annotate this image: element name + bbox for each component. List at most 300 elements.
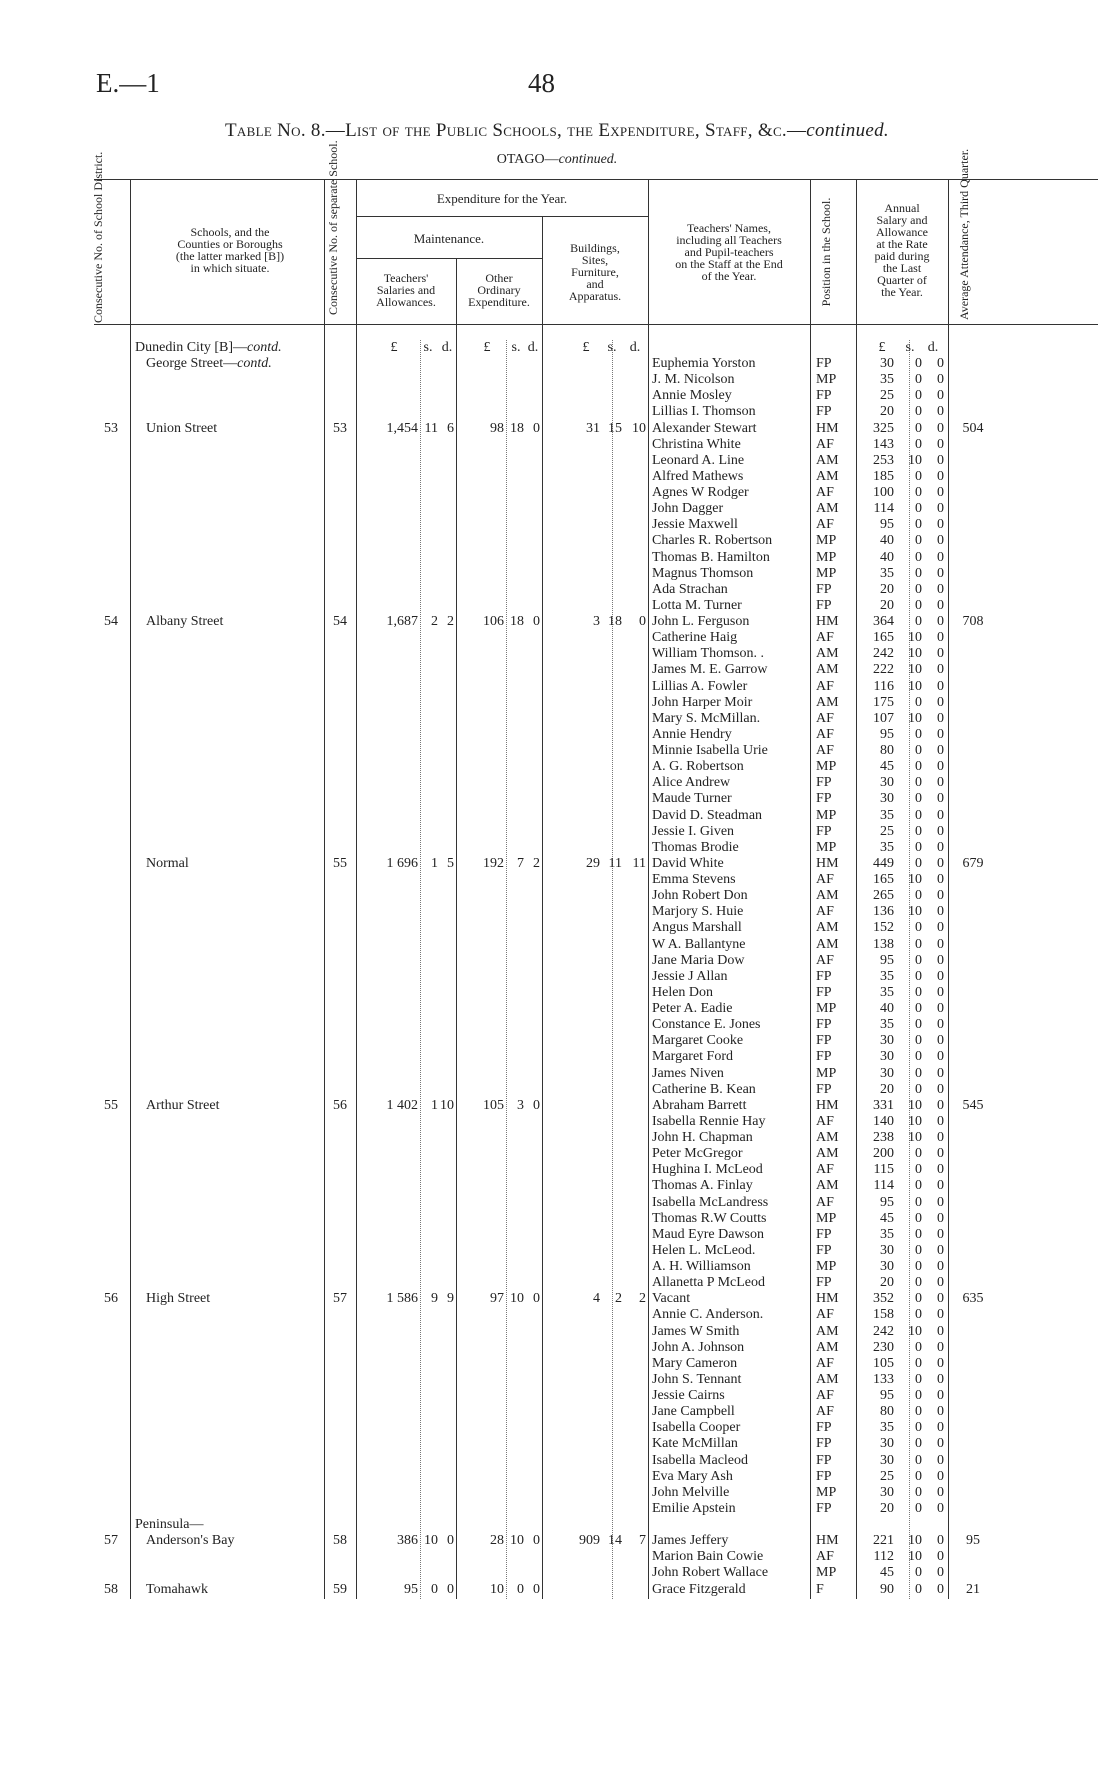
- salary-shillings: 0: [915, 468, 922, 484]
- teacher-position: AM: [816, 694, 839, 710]
- teacher-position: FP: [816, 404, 832, 420]
- teacher-name: Emma Stevens: [652, 872, 736, 887]
- salary-pounds: 175: [873, 694, 894, 710]
- salary-pounds: 35: [880, 984, 894, 1000]
- teacher-position: FP: [816, 791, 832, 807]
- buildings-shillings: 15: [608, 420, 622, 436]
- salary-pounds: 25: [880, 1468, 894, 1484]
- county-heading: Peninsula—: [135, 1517, 204, 1532]
- salary-pounds: 95: [880, 952, 894, 968]
- salary-pence: 0: [937, 743, 944, 758]
- table-row: [0, 1356, 1114, 1372]
- teacher-position: AM: [816, 1371, 839, 1387]
- school-number: 55: [333, 855, 347, 871]
- teacher-name: Jane Maria Dow: [652, 952, 745, 968]
- salary-pence: 0: [937, 372, 944, 388]
- teacher-name: Eva Mary Ash: [652, 1468, 733, 1484]
- teacher-position: AM: [816, 1339, 839, 1355]
- salary-pounds: 35: [880, 839, 894, 855]
- salary-pence: 0: [937, 533, 944, 549]
- salary-shillings: 0: [915, 356, 922, 371]
- salary-pence: 0: [937, 388, 944, 404]
- table-row: [0, 920, 1114, 936]
- header-buildings: Buildings, Sites, Furniture, and Apparatus.: [568, 241, 622, 303]
- table-row: [0, 1485, 1114, 1501]
- teacher-position: MP: [816, 565, 837, 581]
- teacher-name: Lillias I. Thomson: [652, 404, 756, 420]
- teacher-position: AF: [816, 743, 834, 758]
- salary-pounds: 20: [880, 1500, 894, 1516]
- teacher-position: AM: [816, 1146, 839, 1162]
- salary-shillings: 0: [915, 726, 922, 742]
- salary-shillings: 0: [915, 1484, 922, 1500]
- teacher-name: Jessie I. Given: [652, 823, 735, 839]
- salary-pounds: 449: [873, 855, 894, 871]
- teacher-position: AF: [816, 678, 834, 694]
- salary-shillings: 0: [915, 1017, 922, 1033]
- buildings-shillings: 18: [608, 614, 622, 629]
- header-expenditure: Expenditure for the Year.: [436, 191, 568, 206]
- salary-pence: 0: [937, 1533, 944, 1549]
- salary-pounds: 152: [873, 920, 894, 936]
- salary-pence: 0: [937, 468, 944, 484]
- salary-shillings: 0: [915, 1146, 922, 1162]
- salary-pounds: 165: [873, 630, 894, 646]
- table-row: [0, 614, 1114, 630]
- salary-pence: 0: [937, 1468, 944, 1484]
- other-expenditure-pence: 0: [533, 1097, 540, 1113]
- teacher-position: AF: [816, 904, 834, 920]
- salary-pounds: 35: [880, 372, 894, 388]
- salary-shillings: 10: [908, 1130, 922, 1145]
- salary-pence: 0: [937, 1339, 944, 1355]
- teacher-name: John S. Tennant: [652, 1371, 742, 1387]
- teacher-name: Isabella Rennie Hay: [652, 1113, 766, 1129]
- salary-pounds: 30: [880, 1033, 894, 1049]
- teacher-position: FP: [816, 775, 832, 791]
- salary-pence: 0: [937, 1323, 944, 1339]
- salary-pounds: 40: [880, 1001, 894, 1016]
- teachers-salaries-pence: 0: [447, 1533, 454, 1549]
- teacher-name: Alfred Mathews: [652, 468, 744, 484]
- teacher-position: FP: [816, 1226, 832, 1242]
- salary-shillings: 0: [915, 1242, 922, 1258]
- salary-shillings: 10: [908, 904, 922, 920]
- teacher-name: John L. Ferguson: [652, 614, 750, 629]
- table-row: [0, 1082, 1114, 1098]
- school-number: 59: [333, 1581, 347, 1597]
- salary-pounds: 230: [873, 1339, 894, 1355]
- expenditure-rule: [356, 216, 648, 217]
- table-row: [0, 759, 1114, 775]
- salary-shillings: 10: [908, 630, 922, 646]
- salary-pence: 0: [937, 1146, 944, 1162]
- teacher-position: MP: [816, 1001, 837, 1016]
- table-row: [0, 469, 1114, 485]
- teacher-name: Abraham Barrett: [652, 1097, 747, 1113]
- table-row: [0, 791, 1114, 807]
- teacher-name: Annie Mosley: [652, 388, 732, 404]
- table-row: [0, 824, 1114, 840]
- salary-shillings: 0: [915, 549, 922, 565]
- salary-pounds: 253: [873, 452, 894, 468]
- table-row: [0, 856, 1114, 872]
- salary-pence: 0: [937, 1436, 944, 1452]
- salary-pence: 0: [937, 549, 944, 565]
- salary-shillings: 0: [915, 1404, 922, 1420]
- teacher-position: MP: [816, 533, 837, 549]
- salary-shillings: 10: [908, 872, 922, 887]
- salary-pounds: 325: [873, 420, 894, 436]
- teacher-name: Leonard A. Line: [652, 452, 745, 468]
- salary-shillings: 10: [908, 1097, 922, 1113]
- salary-shillings: 0: [915, 581, 922, 597]
- teacher-position: HM: [816, 1291, 839, 1307]
- salary-pence: 0: [937, 1291, 944, 1307]
- salary-pounds: 80: [880, 743, 894, 758]
- salary-shillings: 0: [915, 968, 922, 984]
- salary-pence: 0: [937, 630, 944, 646]
- other-expenditure-pence: 0: [533, 1533, 540, 1549]
- salary-pounds: 30: [880, 775, 894, 791]
- other-expenditure-pounds: 98: [490, 420, 504, 436]
- salary-pence: 0: [937, 565, 944, 581]
- other-expenditure-shillings: 7: [517, 855, 524, 871]
- table-row: [0, 646, 1114, 662]
- salary-shillings: 0: [915, 533, 922, 549]
- teacher-name: Isabella Cooper: [652, 1420, 741, 1436]
- salary-pounds: 35: [880, 565, 894, 581]
- teacher-name: Ada Strachan: [652, 581, 728, 597]
- salary-pence: 0: [937, 1178, 944, 1194]
- teacher-name: Christina White: [652, 436, 741, 452]
- table-row: [0, 1291, 1114, 1307]
- table-row: [0, 421, 1114, 437]
- teachers-salaries-shillings: 10: [424, 1533, 438, 1549]
- salary-pence: 0: [937, 710, 944, 726]
- teacher-name: Thomas R.W Coutts: [652, 1210, 767, 1226]
- teacher-position: HM: [816, 614, 839, 629]
- salary-pounds: 138: [873, 936, 894, 952]
- teacher-name: Grace Fitzgerald: [652, 1581, 746, 1597]
- teacher-position: AF: [816, 1307, 834, 1323]
- salary-pounds: 25: [880, 823, 894, 839]
- salary-shillings: 10: [908, 452, 922, 468]
- salary-pounds: 221: [873, 1533, 894, 1549]
- salary-pounds: 20: [880, 1081, 894, 1097]
- teacher-name: A. G. Robertson: [652, 759, 744, 775]
- salary-pounds: 40: [880, 533, 894, 549]
- teacher-name: Margaret Cooke: [652, 1033, 744, 1049]
- district-number: 53: [104, 420, 118, 436]
- teacher-position: FP: [816, 1033, 832, 1049]
- table-row: [0, 598, 1114, 614]
- teacher-position: AM: [816, 1178, 839, 1194]
- salary-pence: 0: [937, 517, 944, 533]
- salary-pence: 0: [937, 1162, 944, 1178]
- table-row: [0, 1388, 1114, 1404]
- teachers-salaries-shillings: 0: [431, 1581, 438, 1597]
- salary-shillings: 0: [915, 1210, 922, 1226]
- school-name: Tomahawk: [146, 1581, 209, 1597]
- salary-shillings: 0: [915, 759, 922, 775]
- teacher-name: Jane Campbell: [652, 1404, 735, 1420]
- salary-pence: 0: [937, 1001, 944, 1016]
- table-row: [0, 501, 1114, 517]
- school-number: 54: [333, 614, 347, 629]
- salary-pence: 0: [937, 404, 944, 420]
- teachers-salaries-shillings: 11: [424, 420, 438, 436]
- salary-pence: 0: [937, 1371, 944, 1387]
- teacher-name: A. H. Williamson: [652, 1259, 751, 1274]
- table-row: [0, 727, 1114, 743]
- teacher-position: HM: [816, 1533, 839, 1549]
- teacher-name: David D. Steadman: [652, 807, 763, 823]
- table-row: [0, 566, 1114, 582]
- teacher-name: Annie C. Anderson.: [652, 1307, 764, 1323]
- salary-pounds: 331: [873, 1097, 894, 1113]
- salary-pence: 0: [937, 1549, 944, 1565]
- table-row: [0, 985, 1114, 1001]
- table-row: [0, 1324, 1114, 1340]
- salary-pounds: 40: [880, 549, 894, 565]
- teacher-name: David White: [652, 855, 724, 871]
- buildings-pence: 10: [632, 420, 646, 436]
- subtitle-continued: continued.: [558, 152, 618, 167]
- teacher-name: Mary S. McMillan.: [652, 710, 761, 726]
- salary-pounds: 265: [873, 888, 894, 904]
- average-attendance: 679: [962, 855, 984, 871]
- teacher-name: Helen L. McLeod.: [652, 1242, 756, 1258]
- buildings-pounds: 31: [586, 420, 600, 436]
- table-row: [0, 1275, 1114, 1291]
- salary-pence: 0: [937, 839, 944, 855]
- teacher-name: Angus Marshall: [652, 920, 742, 936]
- table-title: [0, 120, 1114, 142]
- salary-pounds: 20: [880, 404, 894, 420]
- teacher-position: FP: [816, 1436, 832, 1452]
- region-name: OTAGO—: [496, 152, 559, 167]
- salary-pounds: 95: [880, 1388, 894, 1403]
- other-expenditure-pence: 0: [533, 420, 540, 436]
- salary-shillings: 0: [915, 888, 922, 904]
- teacher-name: Alice Andrew: [652, 775, 731, 791]
- salary-pence: 0: [937, 1242, 944, 1258]
- salary-pence: 0: [937, 904, 944, 920]
- table-row: [0, 775, 1114, 791]
- teacher-position: AF: [816, 872, 834, 887]
- salary-pounds: 95: [880, 1194, 894, 1210]
- salary-pence: 0: [937, 807, 944, 823]
- salary-shillings: 0: [915, 1371, 922, 1387]
- table-row: [0, 1001, 1114, 1017]
- salary-pence: 0: [937, 952, 944, 968]
- salary-pounds: 200: [873, 1146, 894, 1162]
- table-row: [0, 1066, 1114, 1082]
- units-row: £ s. d. £ s. d. £ s. d. £ s. d.: [390, 340, 939, 355]
- table-row: [0, 1130, 1114, 1146]
- teacher-position: MP: [816, 372, 837, 388]
- salary-pounds: 95: [880, 726, 894, 742]
- teacher-position: AF: [816, 630, 834, 646]
- teacher-name: Annie Hendry: [652, 726, 732, 742]
- salary-pounds: 115: [873, 1162, 894, 1178]
- teacher-name: John Dagger: [652, 501, 724, 517]
- table-row: [0, 937, 1114, 953]
- teacher-name: Jessie Maxwell: [652, 517, 738, 533]
- teacher-name: John Harper Moir: [652, 694, 753, 710]
- teacher-position: FP: [816, 388, 832, 404]
- teacher-name: Euphemia Yorston: [652, 356, 756, 371]
- salary-pence: 0: [937, 1355, 944, 1371]
- table-row: [0, 695, 1114, 711]
- salary-pence: 0: [937, 1210, 944, 1226]
- other-expenditure-pence: 2: [533, 855, 540, 871]
- region-subtitle: [0, 152, 1114, 168]
- salary-shillings: 0: [915, 1420, 922, 1436]
- salary-shillings: 0: [915, 1033, 922, 1049]
- salary-pounds: 185: [873, 468, 894, 484]
- table-row: [0, 1565, 1114, 1581]
- buildings-pence: 11: [632, 855, 646, 871]
- salary-pounds: 30: [880, 1242, 894, 1258]
- table-row: [0, 630, 1114, 646]
- salary-pence: 0: [937, 662, 944, 678]
- table-row: [0, 517, 1114, 533]
- teacher-position: F: [816, 1581, 824, 1597]
- salary-pence: 0: [937, 1452, 944, 1468]
- salary-pounds: 45: [880, 1565, 894, 1581]
- salary-pence: 0: [937, 1565, 944, 1581]
- teacher-position: FP: [816, 984, 832, 1000]
- teacher-position: HM: [816, 855, 839, 871]
- salary-shillings: 0: [915, 420, 922, 436]
- teacher-name: J. M. Nicolson: [652, 372, 735, 388]
- table-row: [0, 1211, 1114, 1227]
- continued-street: George Street—contd.: [146, 356, 272, 371]
- school-name: Arthur Street: [146, 1097, 220, 1113]
- salary-pounds: 30: [880, 1484, 894, 1500]
- salary-pence: 0: [937, 1484, 944, 1500]
- teacher-name: Magnus Thomson: [652, 565, 754, 581]
- table-row: [0, 1227, 1114, 1243]
- teachers-salaries-pounds: 95: [404, 1581, 418, 1597]
- teacher-position: MP: [816, 1210, 837, 1226]
- teacher-name: W A. Ballantyne: [652, 936, 746, 952]
- school-name: Anderson's Bay: [146, 1533, 235, 1549]
- buildings-pounds: 909: [579, 1533, 600, 1549]
- average-attendance: 708: [962, 614, 984, 629]
- salary-pounds: 114: [873, 1178, 894, 1194]
- teacher-name: Isabella Macleod: [652, 1452, 749, 1468]
- buildings-shillings: 14: [608, 1533, 622, 1549]
- table-row: [0, 711, 1114, 727]
- teacher-position: FP: [816, 597, 832, 613]
- table-row: [0, 1517, 1114, 1533]
- salary-shillings: 0: [915, 517, 922, 533]
- buildings-pounds: 4: [593, 1291, 600, 1307]
- teacher-name: Jessie Cairns: [652, 1388, 725, 1403]
- table-row: [0, 969, 1114, 985]
- salary-shillings: 0: [915, 1452, 922, 1468]
- salary-pence: 0: [937, 1097, 944, 1113]
- salary-pence: 0: [937, 1307, 944, 1323]
- teachers-salaries-pounds: 1 696: [386, 855, 418, 871]
- buildings-pence: 7: [639, 1533, 646, 1549]
- salary-pence: 0: [937, 614, 944, 629]
- salary-shillings: 0: [915, 1178, 922, 1194]
- salary-pounds: 35: [880, 1017, 894, 1033]
- salary-pence: 0: [937, 501, 944, 517]
- salary-shillings: 0: [915, 1194, 922, 1210]
- salary-pounds: 133: [873, 1371, 894, 1387]
- teacher-position: AM: [816, 452, 839, 468]
- teacher-position: AM: [816, 646, 839, 662]
- salary-pounds: 100: [873, 485, 894, 500]
- other-expenditure-shillings: 0: [517, 1581, 524, 1597]
- buildings-pence: 2: [639, 1291, 646, 1307]
- salary-pounds: 20: [880, 581, 894, 597]
- teacher-name: Thomas A. Finlay: [652, 1178, 753, 1194]
- salary-pence: 0: [937, 823, 944, 839]
- salary-pounds: 45: [880, 759, 894, 775]
- table-row: [0, 1098, 1114, 1114]
- salary-pence: 0: [937, 694, 944, 710]
- salary-shillings: 0: [915, 501, 922, 517]
- buildings-shillings: 2: [615, 1291, 622, 1307]
- salary-shillings: 0: [915, 1162, 922, 1178]
- teachers-salaries-shillings: 9: [431, 1291, 438, 1307]
- salary-pounds: 35: [880, 1420, 894, 1436]
- salary-shillings: 0: [915, 839, 922, 855]
- salary-shillings: 0: [915, 1226, 922, 1242]
- table-row: [0, 1162, 1114, 1178]
- teacher-position: AM: [816, 1323, 839, 1339]
- teacher-position: AF: [816, 1113, 834, 1129]
- header-teachers-names: Teachers' Names, including all Teachers and Pupil-teachers on the Staff at the End of the Year.: [675, 221, 783, 283]
- salary-shillings: 10: [908, 662, 922, 678]
- header-maintenance: Maintenance.: [413, 231, 485, 246]
- teacher-position: MP: [816, 1259, 837, 1274]
- teachers-salaries-pence: 0: [447, 1581, 454, 1597]
- table-row: [0, 453, 1114, 469]
- table-row: [0, 550, 1114, 566]
- table-row: [0, 888, 1114, 904]
- salary-shillings: 0: [915, 775, 922, 791]
- salary-shillings: 0: [915, 388, 922, 404]
- salary-pounds: 20: [880, 597, 894, 613]
- salary-shillings: 10: [908, 1549, 922, 1565]
- table-row: [0, 1017, 1114, 1033]
- teacher-position: MP: [816, 759, 837, 775]
- salary-pence: 0: [937, 984, 944, 1000]
- teacher-name: Helen Don: [652, 984, 714, 1000]
- salary-pence: 0: [937, 936, 944, 952]
- salary-shillings: 10: [908, 1533, 922, 1549]
- salary-shillings: 10: [908, 646, 922, 662]
- salary-pence: 0: [937, 1420, 944, 1436]
- teacher-name: Charles R. Robertson: [652, 533, 773, 549]
- salary-pounds: 35: [880, 807, 894, 823]
- teacher-position: AF: [816, 1355, 834, 1371]
- salary-pounds: 30: [880, 1259, 894, 1274]
- teacher-position: AF: [816, 436, 834, 452]
- salary-pence: 0: [937, 646, 944, 662]
- other-expenditure-pounds: 106: [483, 614, 504, 629]
- average-attendance: 545: [962, 1097, 984, 1113]
- teacher-name: Alexander Stewart: [652, 420, 757, 436]
- district-number: 58: [104, 1581, 118, 1597]
